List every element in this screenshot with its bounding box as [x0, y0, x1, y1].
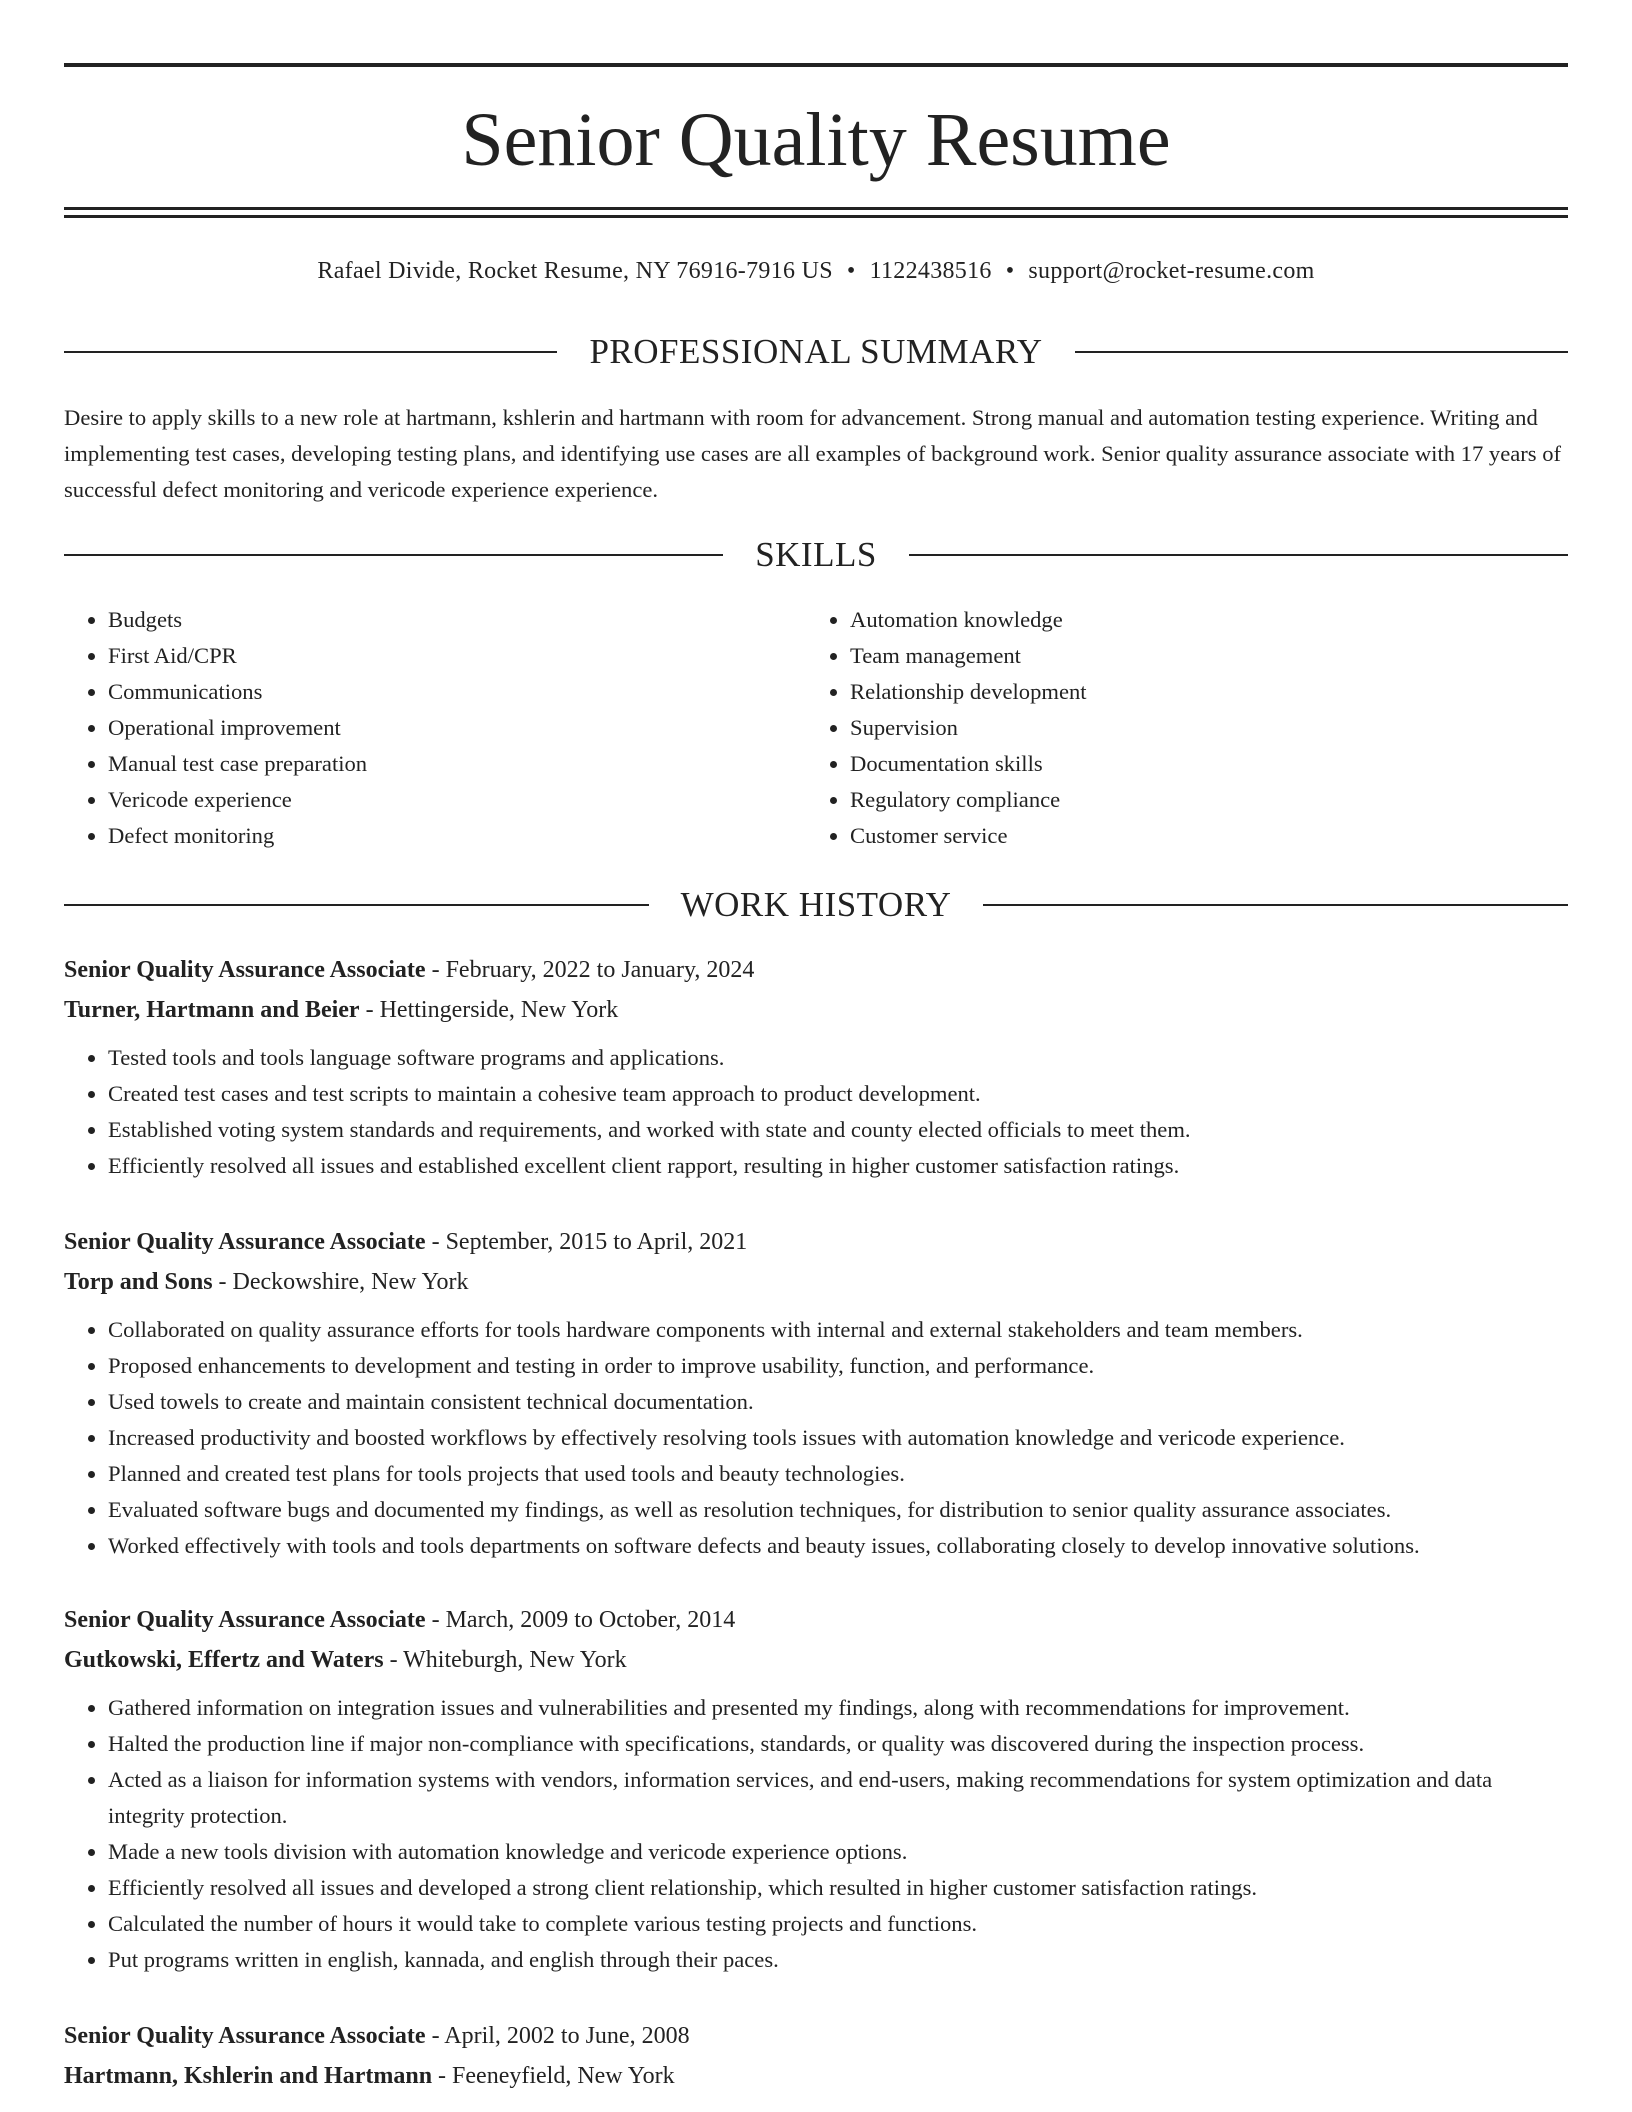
job-title-line: [64, 950, 1568, 990]
job-company-line: [64, 2056, 1568, 2096]
section-title: SKILLS: [755, 535, 877, 574]
job-bullet: • Created test cases and test scripts to maintain a cohesive team approach to product development.: [108, 1076, 1568, 1112]
job-bullets: [64, 1312, 1568, 1564]
job-title: Senior Quality Assurance Associate: [64, 2023, 426, 2049]
contact-address: Rafael Divide, Rocket Resume, NY 76916-7916 US: [317, 258, 833, 284]
resume-title: Senior Quality Resume: [461, 98, 1171, 182]
section-header-work: [64, 885, 1568, 925]
section-header-summary: [64, 332, 1568, 372]
skill-item: • Operational improvement: [108, 710, 806, 746]
job-bullet: • Used towels to create and maintain consistent technical documentation.: [108, 1384, 1568, 1420]
job-title: Senior Quality Assurance Associate: [64, 1607, 426, 1633]
job-dates: - September, 2015 to April, 2021: [425, 1229, 748, 1255]
skill-item: • Customer service: [850, 818, 1548, 854]
job-bullets: [64, 1040, 1568, 1184]
job-company-line: [64, 990, 1568, 1030]
job-title: Senior Quality Assurance Associate: [64, 1229, 426, 1255]
job-location: - Hettingerside, New York: [359, 997, 619, 1023]
section-rule: [64, 554, 723, 556]
title-rule-lower: [64, 215, 1568, 218]
title-rule-upper: [64, 207, 1568, 210]
job-bullet: • Made a new tools division with automation knowledge and vericode experience options.: [108, 1834, 1568, 1870]
job-bullet: • Planned and created test plans for tools projects that used tools and beauty technologies.: [108, 1456, 1568, 1492]
skills-column-right: [806, 602, 1548, 854]
skill-item: • Communications: [108, 674, 806, 710]
job-location: - Whiteburgh, New York: [383, 1647, 627, 1673]
section-title: PROFESSIONAL SUMMARY: [589, 332, 1043, 371]
contact-line: [64, 254, 1568, 288]
top-rule: [64, 63, 1568, 67]
skill-item: • Documentation skills: [850, 746, 1548, 782]
skill-item: • Regulatory compliance: [850, 782, 1548, 818]
job-bullet: • Put programs written in english, kannada, and english through their paces.: [108, 1942, 1568, 1978]
job-company-line: [64, 1262, 1568, 1302]
contact-separator: •: [1005, 258, 1015, 284]
skill-item: • Supervision: [850, 710, 1548, 746]
skill-item: • Team management: [850, 638, 1548, 674]
skills-list: [64, 602, 1568, 854]
job-company-line: [64, 1640, 1568, 1680]
job-bullet: • Calculated the number of hours it would take to complete various testing projects and functions.: [108, 1906, 1568, 1942]
section-rule: [909, 554, 1568, 556]
job-title-line: [64, 1600, 1568, 1640]
job-bullet: • Acted as a liaison for information systems with vendors, information services, and end-users, making recommendations for system optimization and data integrity protection.: [108, 1762, 1568, 1834]
job-dates: - April, 2002 to June, 2008: [425, 2023, 690, 2049]
job-location: - Deckowshire, New York: [212, 1269, 469, 1295]
job-location: - Feeneyfield, New York: [432, 2063, 675, 2089]
job-bullet: • Collaborated on quality assurance efforts for tools hardware components with internal and external stakeholders and team members.: [108, 1312, 1568, 1348]
job-bullet: • Proposed enhancements to development and testing in order to improve usability, function, and performance.: [108, 1348, 1568, 1384]
job-company: Turner, Hartmann and Beier: [64, 997, 360, 1023]
job-entry: [64, 1600, 1568, 1978]
job-title-line: [64, 1222, 1568, 1262]
job-bullet: • Worked effectively with tools and tools departments on software defects and beauty issues, collaborating closely to develop innovative solutions.: [108, 1528, 1568, 1564]
job-dates: - February, 2022 to January, 2024: [425, 957, 755, 983]
job-bullet: • Efficiently resolved all issues and developed a strong client relationship, which resulted in higher customer satisfaction ratings.: [108, 1870, 1568, 1906]
job-bullet: • Increased productivity and boosted workflows by effectively resolving tools issues with automation knowledge and vericode experience.: [108, 1420, 1568, 1456]
job-entry: [64, 950, 1568, 1184]
summary-text: Desire to apply skills to a new role at hartmann, kshlerin and hartmann with room for advancement. Strong manual and automation testing experience. Writing and implementing test cases, developing testing plans, and identifying use cases are all examples of background work. Senior quality assurance associate with 17 years of successful defect monitoring and vericode experience experience.: [64, 405, 1562, 502]
job-title-line: [64, 2016, 1568, 2056]
section-title: WORK HISTORY: [680, 885, 952, 924]
skill-item: • Vericode experience: [108, 782, 806, 818]
contact-phone: 1122438516: [869, 258, 992, 284]
section-rule: [1075, 351, 1568, 353]
skill-item: • Defect monitoring: [108, 818, 806, 854]
section-rule: [983, 904, 1568, 906]
section-header-skills: [64, 535, 1568, 575]
contact-separator: •: [846, 258, 856, 284]
skill-item: • Budgets: [108, 602, 806, 638]
skill-item: • Automation knowledge: [850, 602, 1548, 638]
section-rule: [64, 904, 649, 906]
job-dates: - March, 2009 to October, 2014: [425, 1607, 736, 1633]
job-company: Gutkowski, Effertz and Waters: [64, 1647, 384, 1673]
job-bullet: • Tested tools and tools language software programs and applications.: [108, 1040, 1568, 1076]
job-company: Torp and Sons: [64, 1269, 213, 1295]
job-bullets: [64, 1690, 1568, 1978]
job-bullet: • Halted the production line if major non-compliance with specifications, standards, or quality was discovered during the inspection process.: [108, 1726, 1568, 1762]
section-rule: [64, 351, 557, 353]
job-company: Hartmann, Kshlerin and Hartmann: [64, 2063, 433, 2089]
job-entry: [64, 1222, 1568, 1564]
job-entry: [64, 2016, 1568, 2096]
skill-item: • Relationship development: [850, 674, 1548, 710]
job-bullet: • Evaluated software bugs and documented my findings, as well as resolution techniques, for distribution to senior quality assurance associates.: [108, 1492, 1568, 1528]
skills-column-left: [64, 602, 806, 854]
job-title: Senior Quality Assurance Associate: [64, 957, 426, 983]
job-bullet: • Efficiently resolved all issues and established excellent client rapport, resulting in higher customer satisfaction ratings.: [108, 1148, 1568, 1184]
skill-item: • First Aid/CPR: [108, 638, 806, 674]
contact-email: support@rocket-resume.com: [1028, 258, 1315, 284]
job-bullet: • Gathered information on integration issues and vulnerabilities and presented my findings, along with recommendations for improvement.: [108, 1690, 1568, 1726]
skill-item: • Manual test case preparation: [108, 746, 806, 782]
job-bullet: • Established voting system standards and requirements, and worked with state and county elected officials to meet them.: [108, 1112, 1568, 1148]
